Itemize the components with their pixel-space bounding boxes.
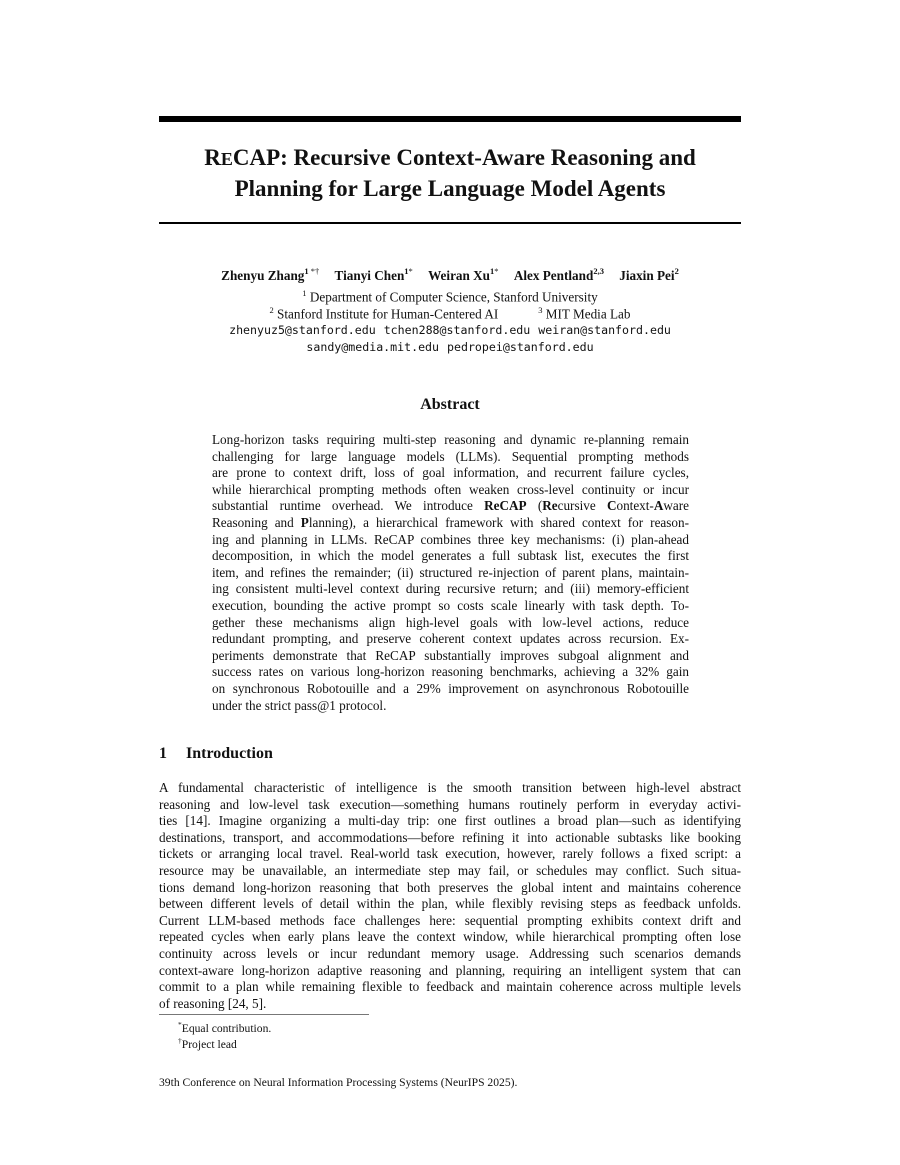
email-row-1 <box>159 322 741 339</box>
abstract-text: cursive <box>557 498 607 514</box>
acronym-letter: A <box>653 498 664 514</box>
author-email[interactable]: weiran@stanford.edu <box>538 323 671 337</box>
abstract-line <box>212 515 689 532</box>
abstract-text: ( <box>526 498 543 514</box>
abstract-line: redundant prompting, and preserve coherent context updates across recursion. Ex- <box>212 631 689 647</box>
footnote-text: Project lead <box>181 1037 237 1051</box>
footnote-text: Equal contribution. <box>181 1021 272 1035</box>
abstract-line: on synchronous Robotouille and a 29% improvement on asynchronous Robotouille <box>212 680 689 696</box>
title-recap-r: R <box>204 145 221 170</box>
intro-line: resource may be unavailable, an intermediate step may fail, or schedules may conflict. Such situa- <box>159 862 741 878</box>
footnote-mark: † <box>178 1036 182 1045</box>
affiliation-sup: 1 <box>302 288 307 298</box>
intro-line: repeated cycles when early plans leave the context window, while hierarchical prompting often lose <box>159 929 741 945</box>
abstract-line: challenging for large language models (LLMs). Sequential prompting methods <box>212 448 689 464</box>
affiliation-text: MIT Media Lab <box>542 306 631 322</box>
affiliation-text: Department of Computer Science, Stanford University <box>306 289 598 305</box>
abstract-line: success rates on various long-horizon reasoning benchmarks, achieving a 32% gain <box>212 664 689 680</box>
author-name: Zhenyu Zhang <box>221 268 305 284</box>
author-name: Jiaxin Pei <box>619 268 675 284</box>
author-name: Tianyi Chen <box>334 268 405 284</box>
affiliation-text: Stanford Institute for Human-Centered AI <box>273 306 499 322</box>
author-affil-sup: 2 <box>674 266 679 276</box>
footnote-project-lead <box>178 1033 237 1052</box>
recap-name: ReCAP <box>484 498 527 514</box>
author-affil-sup: 2,3 <box>593 266 604 276</box>
abstract-line: item, and refines the remainder; (ii) structured re-injection of parent plans, maintain- <box>212 564 689 580</box>
venue-footer: 39th Conference on Neural Information Processing Systems (NeurIPS 2025). <box>159 1076 518 1089</box>
introduction-paragraph <box>159 780 741 1012</box>
abstract-line: decomposition, in which the model generates a full subtask list, executes the first <box>212 548 689 564</box>
author-affil-sup: 1 <box>404 266 409 276</box>
author-affil-sup: 1 <box>490 266 495 276</box>
author-email[interactable]: sandy@media.mit.edu <box>306 340 440 354</box>
intro-line: tickets or arranging local travel. Real-world task execution, however, rarely follows a fixed script: a <box>159 846 741 862</box>
author-mark: *† <box>308 266 320 276</box>
abstract-text: Reasoning and <box>212 514 301 530</box>
intro-line: context-aware long-horizon adaptive reasoning and planning, requiring an intelligent system that can <box>159 962 741 978</box>
author-name: Weiran Xu <box>428 268 491 284</box>
title-line-1 <box>159 143 741 174</box>
intro-line: commit to a plan while remaining flexible to feedback and maintain coherence across multiple levels <box>159 979 741 995</box>
author-affil-sup: 1 <box>304 266 309 276</box>
title-top-rule <box>159 116 741 122</box>
abstract-text: lanning), a hierarchical framework with shared context for reason- <box>308 514 689 530</box>
abstract-line <box>212 498 689 515</box>
footnote-mark: * <box>178 1020 182 1029</box>
section-number: 1 <box>159 745 167 762</box>
abstract-text: substantial runtime overhead. We introduce <box>212 498 485 514</box>
author <box>428 268 498 283</box>
abstract-line: are prone to context drift, loss of goal information, and recurrent failure cycles, <box>212 465 689 481</box>
footnote-rule <box>159 1014 369 1015</box>
paper-title <box>159 143 741 204</box>
affiliation-2-3 <box>159 302 741 322</box>
acronym-letter: P <box>300 514 309 530</box>
abstract-text: ontext- <box>616 498 654 514</box>
acronym-letter: C <box>606 498 617 514</box>
abstract-line: periments demonstrate that ReCAP substantially improves subgoal alignment and <box>212 647 689 663</box>
author <box>335 268 413 283</box>
abstract-heading: Abstract <box>420 396 480 413</box>
title-recap-e: E <box>220 149 233 169</box>
section-title: Introduction <box>186 745 273 762</box>
author-name: Alex Pentland <box>513 268 594 284</box>
intro-line: tions demand long-horizon reasoning that both preserves the global intent and maintains coherence <box>159 879 741 895</box>
author <box>514 268 604 283</box>
email-row-2 <box>159 339 741 356</box>
title-line-1-rest: : Recursive Context-Aware Reasoning and <box>280 145 696 170</box>
affiliation-sup: 3 <box>538 305 543 315</box>
author <box>221 268 319 283</box>
abstract-line: execution, bounding the active prompt so costs scale linearly with task depth. To- <box>212 597 689 613</box>
title-recap-cap: CAP <box>232 145 281 170</box>
abstract-line: Long-horizon tasks requiring multi-step reasoning and dynamic re-planning remain <box>212 432 689 447</box>
abstract-line: ing and planning in LLMs. ReCAP combines three key mechanisms: (i) plan-ahead <box>212 531 689 547</box>
intro-line: continuity across levels or incur redundant memory usage. Addressing such scenarios demands <box>159 945 741 961</box>
abstract-line: under the strict pass@1 protocol. <box>212 697 387 713</box>
intro-line: A fundamental characteristic of intelligence is the smooth transition between high-level abstract <box>159 780 741 795</box>
abstract-line: while hierarchical prompting methods often weaken cross-level continuity or incur <box>212 481 689 497</box>
abstract-body <box>212 432 689 714</box>
affiliation-sup: 2 <box>269 305 274 315</box>
author-mark: * <box>408 266 413 276</box>
author <box>619 268 679 283</box>
intro-line: destinations, transport, and accommodations—before refining it into actionable subtasks like booking <box>159 829 741 845</box>
acronym-letter: Re <box>542 498 558 514</box>
section-heading <box>159 744 273 764</box>
author-email[interactable]: tchen288@stanford.edu <box>383 323 531 337</box>
intro-line: reasoning and low-level task execution—something humans routinely perform in everyday activi- <box>159 796 741 812</box>
author-mark: * <box>494 266 499 276</box>
intro-line: Current LLM-based methods face challenges here: sequential prompting exhibits context drift and <box>159 912 741 928</box>
abstract-line: gether these mechanisms align high-level goals with low-level actions, reduce <box>212 614 689 630</box>
author-email[interactable]: zhenyuz5@stanford.edu <box>229 323 376 337</box>
author-list <box>159 263 741 285</box>
intro-line: ties [14]. Imagine organizing a multi-day trip: one first outlines a broad plan—such as identifying <box>159 813 741 829</box>
author-email[interactable]: pedropei@stanford.edu <box>447 340 594 354</box>
intro-line: between different levels of detail within the plan, while flexibly revising steps as feedback unfolds. <box>159 896 741 912</box>
abstract-line: ing consistent multi-level context during recursive return; and (iii) memory-efficient <box>212 581 689 597</box>
title-line-2: Planning for Large Language Model Agents <box>234 176 666 201</box>
intro-line: of reasoning [24, 5]. <box>159 995 267 1011</box>
abstract-text: ware <box>663 498 689 514</box>
title-bottom-rule <box>159 222 741 224</box>
